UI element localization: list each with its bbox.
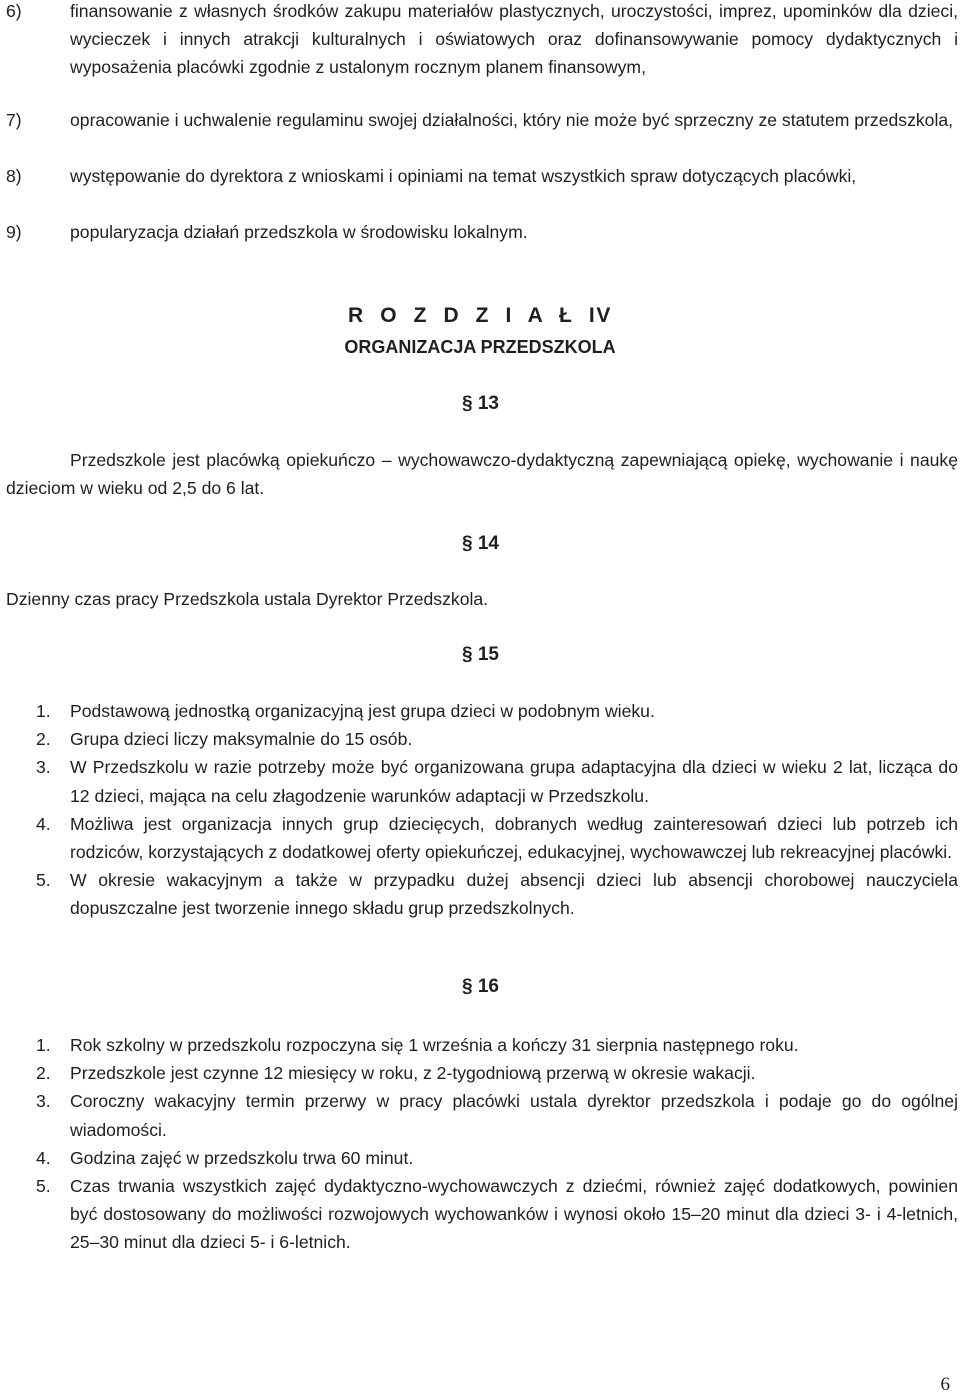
item-text: opracowanie i uchwalenie regulaminu swojej działalności, który nie może być sprzeczny ze statutem przedszkola, xyxy=(70,110,954,130)
item-text: Rok szkolny w przedszkolu rozpoczyna się 1 września a kończy 31 sierpnia następnego roku. xyxy=(70,1035,799,1055)
item-number: 9) xyxy=(6,222,22,242)
list-item xyxy=(36,1144,958,1172)
item-number: 4. xyxy=(36,813,51,834)
list-item xyxy=(36,1172,958,1257)
list-item xyxy=(36,1087,958,1143)
item-text: występowanie do dyrektora z wnioskami i opiniami na temat wszystkich spraw dotyczących placówki, xyxy=(70,166,857,186)
section-sign: § 14 xyxy=(462,533,499,554)
section-sign: § 13 xyxy=(462,393,499,414)
item-text: W okresie wakacyjnym a także w przypadku dużej absencji dzieci lub absencji chorobowej nauczyciela dopuszczalne jest tworzenie innego składu grup przedszkolnych. xyxy=(70,870,958,919)
list-item xyxy=(6,162,958,190)
item-number: 1. xyxy=(36,1035,51,1055)
item-number: 8) xyxy=(6,166,22,186)
list-item xyxy=(36,1031,958,1059)
list-item xyxy=(36,866,958,922)
item-text: W Przedszkolu w razie potrzeby może być organizowana grupa adaptacyjna dla dzieci w wieku 2 lat, licząca do 12 dzieci, mająca na celu złagodzenie warunków adaptacji w Przedszkolu. xyxy=(70,757,958,806)
section-sign: § 16 xyxy=(462,976,499,997)
item-number: 2. xyxy=(36,729,51,750)
item-text: Czas trwania wszystkich zajęć dydaktyczno-wychowawczych z dziećmi, również zajęć dodatkowych, powinien być dostosowany do możliwości rozwojowych wychowanków i wynosi około 15–20 minut dla dzieci 3- i 4-letnich, 25–30 minut dla dzieci 5- i 6-letnich. xyxy=(70,1176,958,1253)
item-text: Grupa dzieci liczy maksymalnie do 15 osób. xyxy=(70,729,413,750)
item-number: 6) xyxy=(6,1,22,21)
list-item xyxy=(36,725,958,753)
list-item xyxy=(6,106,958,134)
list-item xyxy=(36,697,958,725)
item-number: 2. xyxy=(36,1063,51,1084)
page-number: 6 xyxy=(940,1374,950,1395)
chapter-subtitle: ORGANIZACJA PRZEDSZKOLA xyxy=(344,337,616,357)
item-text: Godzina zajęć w przedszkolu trwa 60 minut. xyxy=(70,1147,414,1168)
section-text: Przedszkole jest placówką opiekuńczo – wychowawczo-dydaktyczną zapewniającą opiekę, wychowanie i naukę dzieciom w wieku od 2,5 do 6 lat. xyxy=(6,450,958,499)
item-text: Podstawową jednostką organizacyjną jest grupa dzieci w podobnym wieku. xyxy=(70,701,655,721)
numbered-list xyxy=(36,1031,958,1257)
item-number: 4. xyxy=(36,1147,51,1168)
item-text: Przedszkole jest czynne 12 miesięcy w roku, z 2-tygodniową przerwą w okresie wakacji. xyxy=(70,1063,756,1084)
item-text: popularyzacja działań przedszkola w środowisku lokalnym. xyxy=(70,222,528,242)
item-number: 1. xyxy=(36,701,51,721)
item-text: finansowanie z własnych środków zakupu materiałów plastycznych, uroczystości, imprez, upominków dla dzieci, wycieczek i innych atrakcji kulturalnych i oświatowych oraz dofinansowywanie pomocy dydaktycznych i wyposażenia placówki zgodnie z ustalonym rocznym planem finansowym, xyxy=(70,1,958,78)
list-item xyxy=(6,218,958,246)
numbered-list xyxy=(36,697,958,923)
list-item xyxy=(6,0,958,82)
item-text: Coroczny wakacyjny termin przerwy w pracy placówki ustala dyrektor przedszkola i podaje go do ogólnej wiadomości. xyxy=(70,1091,958,1140)
section-text: Dzienny czas pracy Przedszkola ustala Dyrektor Przedszkola. xyxy=(6,589,489,609)
chapter-title: R O Z D Z I A Ł IV xyxy=(348,304,612,327)
list-item xyxy=(36,753,958,809)
item-number: 7) xyxy=(6,110,22,130)
item-number: 5. xyxy=(36,1176,51,1197)
list-item xyxy=(36,810,958,866)
item-number: 5. xyxy=(36,870,51,891)
item-text: Możliwa jest organizacja innych grup dziecięcych, dobranych według zainteresowań dzieci lub potrzeb ich rodziców, korzystających z dodatkowej oferty opiekuńczej, edukacyjnej, wychowawczej lub rekreacyjnej placówki. xyxy=(70,813,958,863)
item-number: 3. xyxy=(36,757,51,778)
item-number: 3. xyxy=(36,1091,51,1112)
list-item xyxy=(36,1059,958,1087)
section-sign: § 15 xyxy=(462,644,499,665)
